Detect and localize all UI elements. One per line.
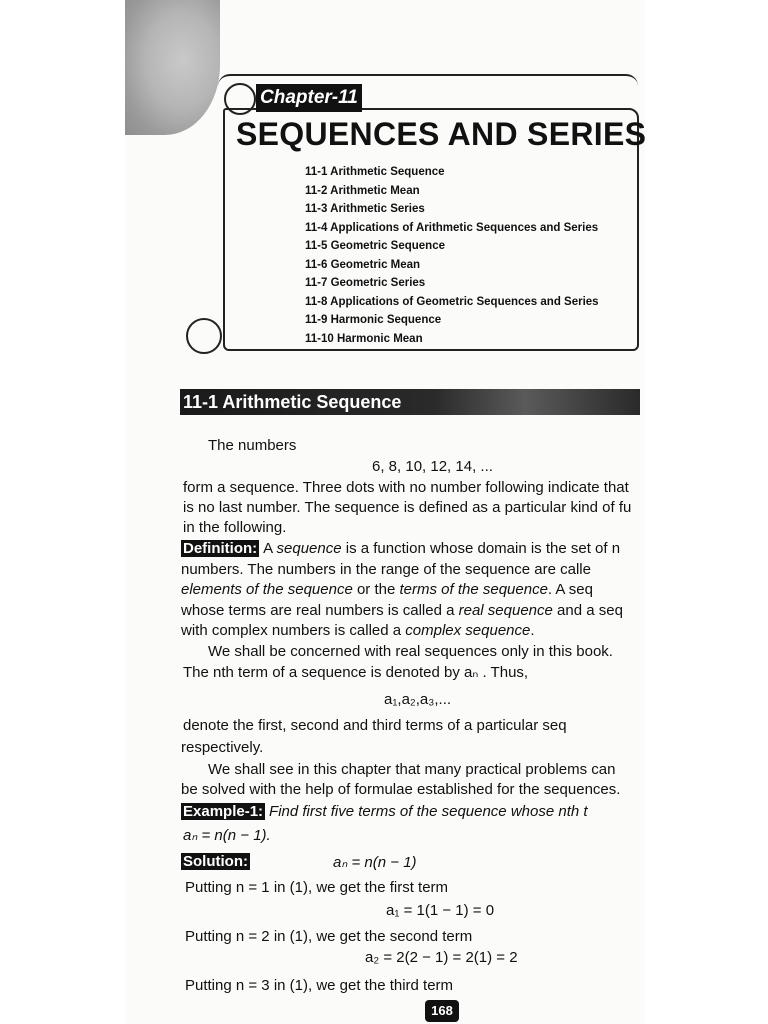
- paragraph-line: The nth term of a sequence is denoted by aₙ . Thus,: [183, 664, 529, 681]
- number-sequence: 6, 8, 10, 12, 14, ...: [372, 458, 493, 475]
- text-run: is a function whose domain is the set of n: [341, 540, 621, 557]
- paragraph-line: is no last number. The sequence is defined as a particular kind of fu: [183, 499, 632, 516]
- toc-item: 11-1 Arithmetic Sequence: [305, 166, 445, 178]
- thumb-image: [125, 0, 220, 135]
- paragraph-line: [181, 621, 535, 640]
- example-label: Example-1:: [183, 803, 264, 820]
- toc-item: 11-9 Harmonic Sequence: [305, 314, 442, 326]
- text-run: Find first five terms of the sequence whose nth t: [269, 803, 588, 820]
- terms-notation: a₁,a₂,a₃,...: [384, 691, 452, 708]
- toc-item: 11-3 Arithmetic Series: [305, 203, 425, 215]
- paragraph-line: respectively.: [181, 739, 264, 756]
- solution-step: Putting n = 1 in (1), we get the first term: [185, 879, 449, 896]
- toc-item: 11-10 Harmonic Mean: [305, 332, 423, 345]
- toc-item: 11-2 Arithmetic Mean: [305, 184, 420, 197]
- toc-item: 11-5 Geometric Sequence: [305, 240, 445, 252]
- text-run: whose terms are real numbers is called a: [181, 602, 459, 619]
- solution-label-line: [181, 852, 254, 871]
- text-run: terms of the sequence: [399, 581, 548, 598]
- solution-label: Solution:: [183, 853, 248, 870]
- text-run: complex sequence: [405, 622, 531, 639]
- definition-line: [181, 539, 620, 558]
- chapter-tag: Chapter-11: [256, 84, 362, 112]
- text-run: real sequence: [458, 602, 553, 619]
- scroll-curl-top: [224, 83, 256, 115]
- toc-item: 11-8 Applications of Geometric Sequences and Series: [305, 295, 599, 308]
- intro-text: The numbers: [208, 437, 297, 454]
- paragraph-line: [181, 580, 593, 599]
- text-run: . A seq: [547, 581, 593, 598]
- text-run: .: [530, 622, 535, 639]
- toc-item: 11-6 Geometric Mean: [305, 258, 421, 271]
- chapter-title: SEQUENCES AND SERIES: [236, 116, 647, 152]
- paragraph-line: We shall be concerned with real sequences only in this book.: [208, 643, 613, 660]
- chapter-contents: [305, 163, 599, 348]
- example-formula: aₙ = n(n − 1).: [183, 827, 271, 844]
- toc-item: 11-4 Applications of Arithmetic Sequences and Series: [305, 221, 599, 234]
- paragraph-line: numbers. The numbers in the range of the sequence are calle: [181, 561, 591, 578]
- solution-result: a₂ = 2(2 − 1) = 2(1) = 2: [365, 949, 518, 966]
- paragraph-line: denote the first, second and third terms of a particular seq: [183, 717, 567, 734]
- text-run: or the: [352, 581, 400, 598]
- paragraph-line: We shall see in this chapter that many practical problems can: [208, 761, 616, 778]
- paragraph-line: [181, 601, 623, 620]
- toc-item: 11-7 Geometric Series: [305, 277, 426, 289]
- solution-formula: aₙ = n(n − 1): [333, 854, 417, 871]
- solution-step: Putting n = 2 in (1), we get the second term: [185, 928, 473, 945]
- definition-label: Definition:: [183, 540, 258, 557]
- paragraph-line: in the following.: [183, 519, 287, 536]
- solution-step: Putting n = 3 in (1), we get the third term: [185, 977, 454, 994]
- paragraph-line: be solved with the help of formulae established for the sequences.: [181, 781, 621, 798]
- text-run: with complex numbers is called a: [181, 622, 406, 639]
- page-number: 168: [425, 1000, 459, 1022]
- text-run: elements of the sequence: [181, 581, 353, 598]
- text-run: sequence: [276, 540, 342, 557]
- section-title: 11-1 Arithmetic Sequence: [183, 392, 402, 412]
- paragraph-line: form a sequence. Three dots with no number following indicate that: [183, 479, 629, 496]
- scroll-curl-bottom: [186, 318, 222, 354]
- example-line: [181, 802, 588, 821]
- text-run: and a seq: [552, 602, 623, 619]
- text-run: A: [263, 540, 277, 557]
- solution-result: a₁ = 1(1 − 1) = 0: [386, 902, 495, 919]
